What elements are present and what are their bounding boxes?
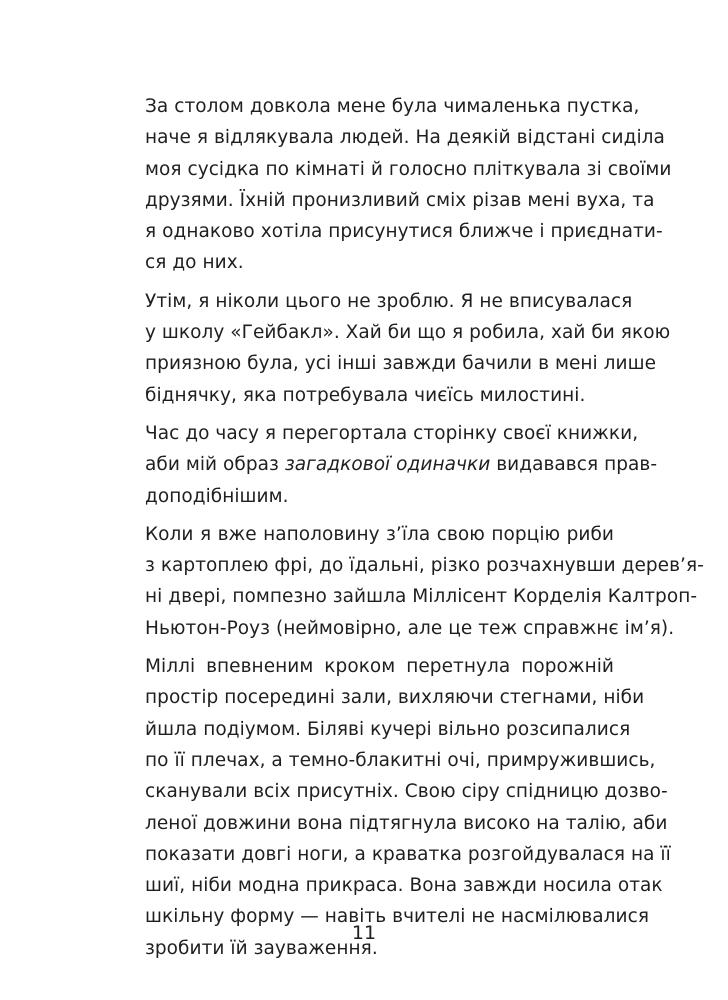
paragraph-3	[112, 418, 658, 512]
text-run: аби мій образ	[145, 454, 285, 476]
text-line: Коли я вже наполовину з’їла свою порцію риби	[145, 523, 614, 545]
text-line: показати довгі ноги, а краватка розгойдувалася на її	[145, 843, 671, 865]
text-line: ся до них.	[145, 252, 244, 274]
text-line: леної довжини вона підтягнула високо на талію, аби	[145, 812, 668, 834]
text-line: Утім, я ніколи цього не зроблю. Я не вписувалася	[145, 290, 633, 312]
text-line: За столом довкола мене була чималенька пустка,	[145, 96, 640, 117]
paragraph-5	[112, 651, 671, 964]
text-line: я однаково хотіла присунутися ближче і приєднати-	[145, 221, 663, 243]
text-line: біднячку, яка потребувала чиєїсь милостині.	[145, 384, 586, 406]
text-line: по її плечах, а темно-блакитні очі, примружившись,	[145, 749, 656, 771]
body-text	[112, 91, 704, 971]
text-line: йшла подіумом. Біляві кучері вільно розсипалися	[145, 718, 631, 740]
italic-phrase: загадкової одиначки	[284, 454, 491, 476]
text-line: приязною була, усі інші завжди бачили в мені лише	[145, 353, 657, 375]
text-line: доподібнішим.	[145, 485, 289, 507]
text-line: шиї, ніби модна прикраса. Вона завжди носила отак	[145, 875, 663, 897]
text-line: Міллі впевненим кроком перетнула порожній	[145, 656, 614, 678]
text-line: друзями. Їхній пронизливий сміх різав мені вуха, та	[145, 189, 655, 211]
paragraph-4	[112, 519, 704, 644]
text-line: сканували всіх присутніх. Свою сіру спідницю дозво-	[145, 781, 668, 803]
text-run: видавався прав-	[490, 454, 658, 476]
text-line: Ньютон-Роуз (неймовірно, але це теж справжнє ім’я).	[145, 617, 675, 639]
text-line: простір посередині зали, вихляючи стегнами, ніби	[145, 687, 645, 709]
text-line: наче я відлякувала людей. На деякій відстані сиділа	[145, 127, 665, 149]
paragraph-2	[112, 286, 671, 411]
text-line: шкільну форму — навіть вчителі не насмілювалися	[145, 906, 650, 928]
text-line: моя сусідка по кімнаті й голосно пліткувала зі своїми	[145, 158, 672, 180]
page-number: 11	[351, 922, 377, 944]
text-line: Час до часу я перегортала сторінку своєї книжки,	[145, 422, 639, 444]
paragraph-1	[112, 91, 672, 279]
text-line: у школу «Гейбакл». Хай би що я робила, хай би якою	[145, 322, 671, 344]
text-line-with-italic	[112, 449, 658, 480]
text-line: ні двері, помпезно зайшла Міллісент Корделія Калтроп-	[145, 586, 698, 608]
text-line: з картоплею фрі, до їдальні, різко розчахнувши дерев’я-	[145, 555, 704, 577]
text-line: зробити їй зауваження.	[145, 937, 378, 959]
